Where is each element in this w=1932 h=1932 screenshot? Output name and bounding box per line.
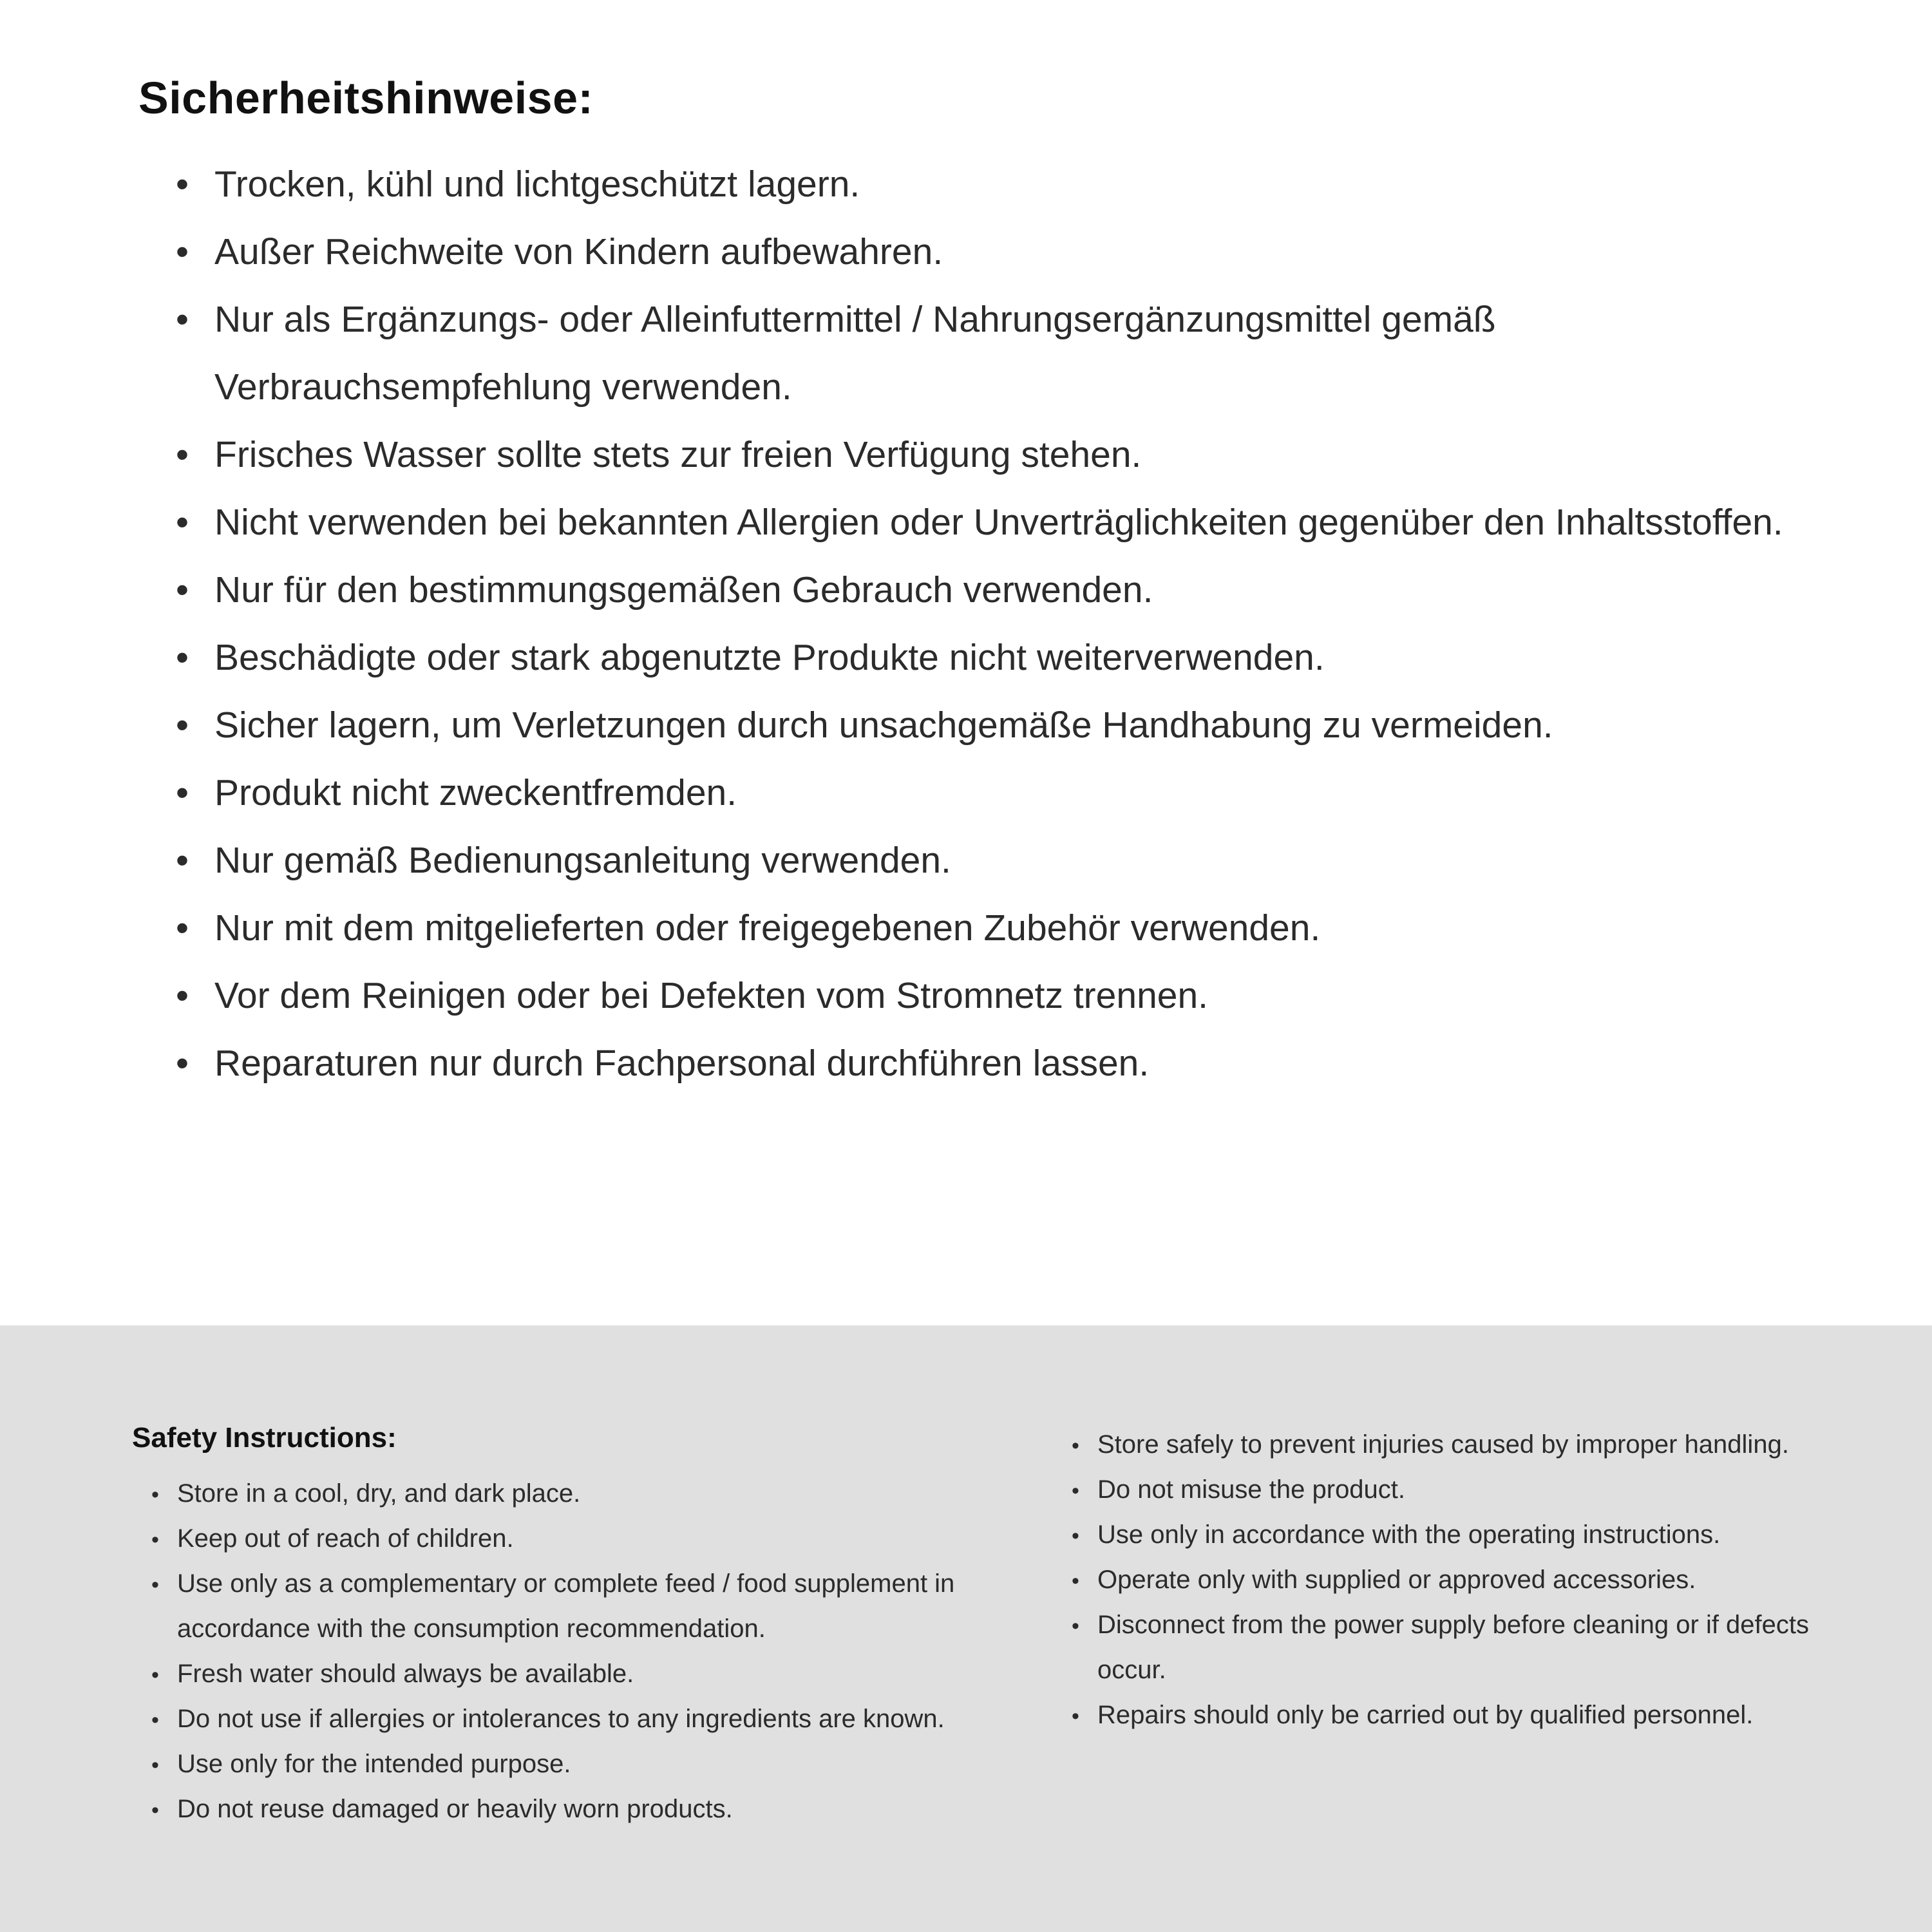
list-item: • Nicht verwenden bei bekannten Allergien oder Unverträglichkeiten gegenüber den Inhaltsstoffen. xyxy=(175,489,1835,556)
list-item: • Fresh water should always be available. xyxy=(149,1651,1027,1696)
list-item: • Trocken, kühl und lichtgeschützt lagern. xyxy=(175,151,1835,218)
english-section-title: Safety Instructions: xyxy=(132,1422,397,1454)
list-item: • Reparaturen nur durch Fachpersonal durchführen lassen. xyxy=(175,1030,1835,1097)
list-item: • Beschädigte oder stark abgenutzte Produkte nicht weiterverwenden. xyxy=(175,624,1835,692)
list-item: • Use only for the intended purpose. xyxy=(149,1741,1027,1786)
list-item: • Store in a cool, dry, and dark place. xyxy=(149,1471,1027,1516)
list-item: • Nur gemäß Bedienungsanleitung verwenden. xyxy=(175,827,1835,895)
list-item: • Operate only with supplied or approved accessories. xyxy=(1069,1557,1842,1602)
list-item: • Do not misuse the product. xyxy=(1069,1467,1842,1512)
list-item: • Repairs should only be carried out by qualified personnel. xyxy=(1069,1692,1842,1738)
list-item: • Do not reuse damaged or heavily worn products. xyxy=(149,1786,1027,1832)
german-section-title: Sicherheitshinweise: xyxy=(138,73,594,123)
english-left-column xyxy=(132,1422,1027,1932)
english-safety-section xyxy=(0,1325,1932,1932)
english-safety-list-left xyxy=(149,1471,1027,1832)
list-item: • Nur mit dem mitgelieferten oder freigegebenen Zubehör verwenden. xyxy=(175,895,1835,962)
list-item: • Do not use if allergies or intolerances to any ingredients are known. xyxy=(149,1696,1027,1741)
list-item: • Use only in accordance with the operating instructions. xyxy=(1069,1512,1842,1557)
list-item: • Frisches Wasser sollte stets zur freien Verfügung stehen. xyxy=(175,421,1835,489)
list-item: • Sicher lagern, um Verletzungen durch unsachgemäße Handhabung zu vermeiden. xyxy=(175,692,1835,759)
german-safety-list xyxy=(175,151,1835,1097)
list-item: • Nur als Ergänzungs- oder Alleinfuttermittel / Nahrungsergänzungsmittel gemäß Verbrauchsempfehlung verwenden. xyxy=(175,286,1835,421)
list-item: • Vor dem Reinigen oder bei Defekten vom Stromnetz trennen. xyxy=(175,962,1835,1030)
list-item: • Keep out of reach of children. xyxy=(149,1516,1027,1561)
list-item: • Store safely to prevent injuries caused by improper handling. xyxy=(1069,1422,1842,1467)
list-item: • Produkt nicht zweckentfremden. xyxy=(175,759,1835,827)
english-right-column xyxy=(1027,1422,1842,1932)
english-safety-list-right xyxy=(1069,1422,1842,1738)
list-item: • Use only as a complementary or complete feed / food supplement in accordance with the consumption recommendation. xyxy=(149,1561,1027,1651)
list-item: • Nur für den bestimmungsgemäßen Gebrauch verwenden. xyxy=(175,556,1835,624)
list-item: • Disconnect from the power supply before cleaning or if defects occur. xyxy=(1069,1602,1842,1692)
list-item: • Außer Reichweite von Kindern aufbewahren. xyxy=(175,218,1835,286)
